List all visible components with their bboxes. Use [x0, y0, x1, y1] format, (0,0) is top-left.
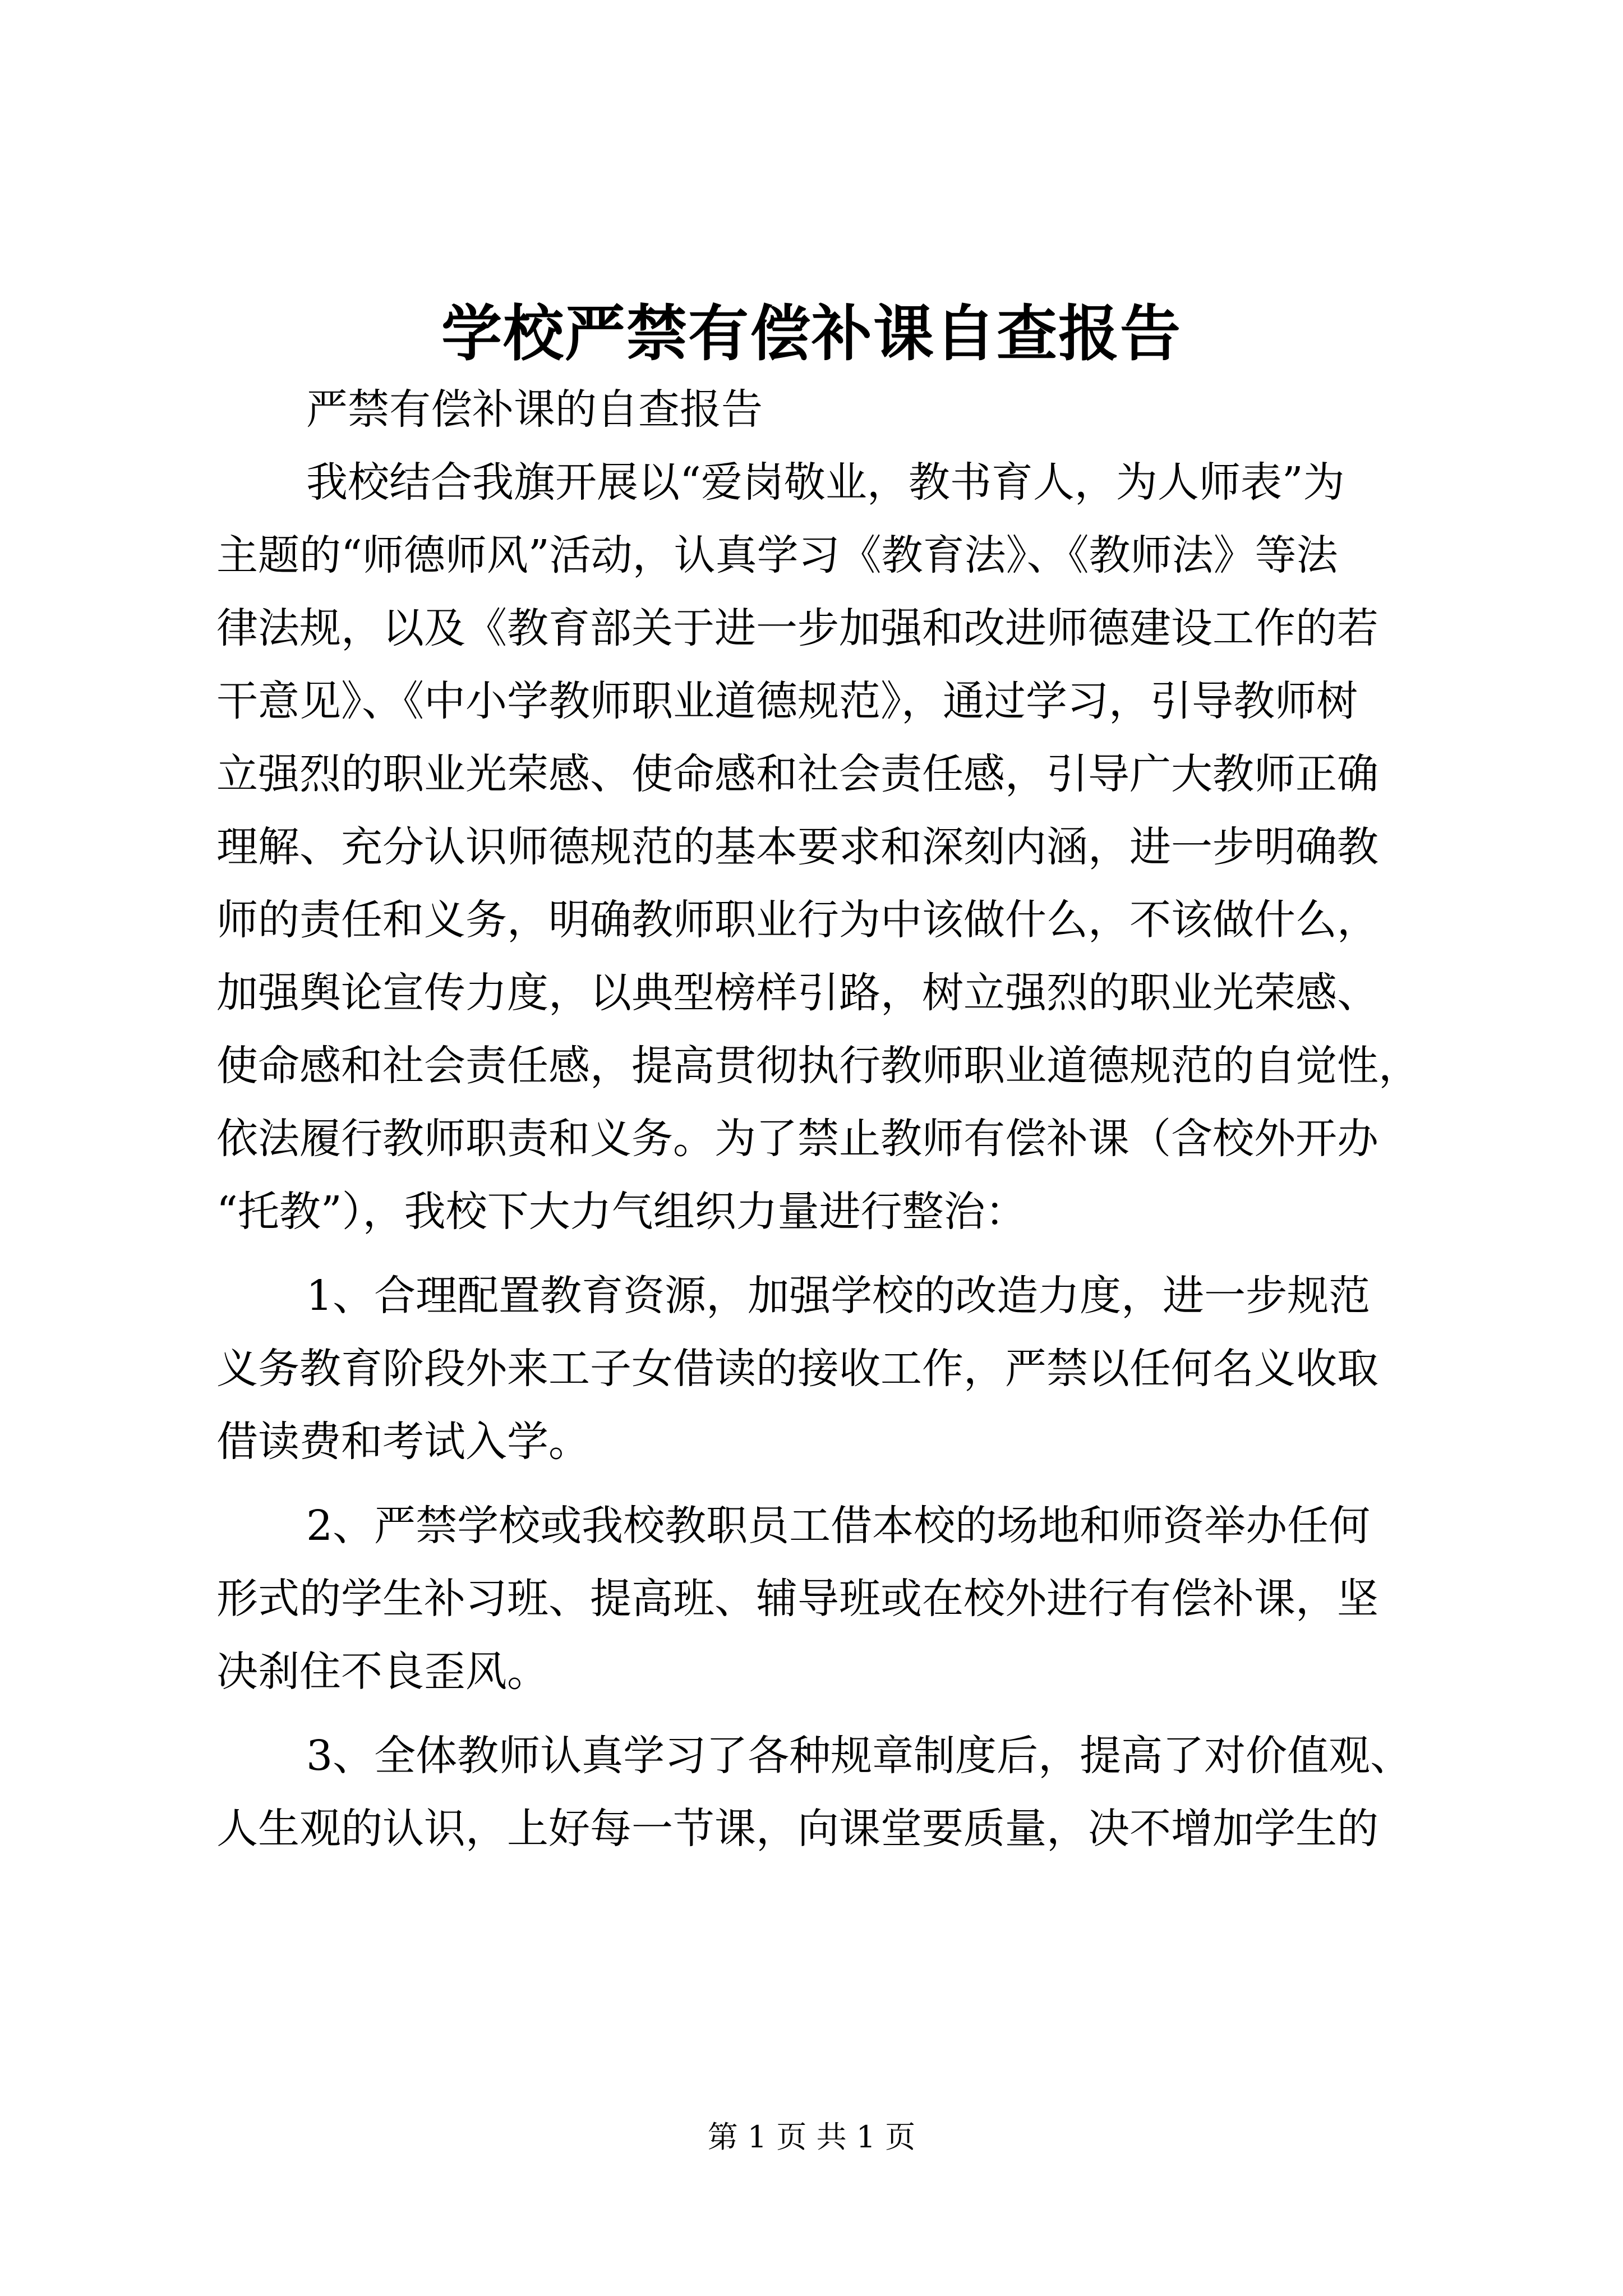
- item-2-line: 决刹住不良歪风。: [216, 1648, 548, 1696]
- paragraph-line: 干意见》、《中小学教师职业道德规范》，通过学习，引导教师树: [216, 677, 1358, 725]
- paragraph-line: 加强舆论宣传力度，以典型榜样引路，树立强烈的职业光荣感、: [216, 969, 1378, 1017]
- item-1-line: 义务教育阶段外来工子女借读的接收工作，严禁以任何名义收取: [216, 1345, 1378, 1393]
- item-2-line: 2、严禁学校或我校教职员工借本校的场地和师资举办任何: [306, 1502, 1371, 1550]
- paragraph-line: 理解、充分认识师德规范的基本要求和深刻内涵，进一步明确教: [216, 823, 1378, 871]
- subtitle: 严禁有偿补课的自查报告: [306, 385, 763, 434]
- paragraph-line: 主题的“师德师风”活动，认真学习《教育法》、《教师法》等法: [216, 531, 1338, 579]
- item-2-line: 形式的学生补习班、提高班、辅导班或在校外进行有偿补课，坚: [216, 1575, 1378, 1623]
- item-1-line: 1、合理配置教育资源，加强学校的改造力度，进一步规范: [306, 1272, 1371, 1320]
- item-3-line: 3、全体教师认真学习了各种规章制度后，提高了对价值观、: [306, 1732, 1412, 1780]
- page-footer: 第 1 页 共 1 页: [707, 2119, 916, 2155]
- paragraph-line: 立强烈的职业光荣感、使命感和社会责任感，引导广大教师正确: [216, 750, 1378, 798]
- item-1-line: 借读费和考试入学。: [216, 1418, 590, 1466]
- paragraph-line: 使命感和社会责任感，提高贯彻执行教师职业道德规范的自觉性，: [216, 1042, 1420, 1090]
- paragraph-line: 我校结合我旗开展以“爱岗敬业，教书育人，为人师表”为: [306, 458, 1345, 507]
- document-title: 学校严禁有偿补课自查报告: [441, 298, 1182, 369]
- item-3-line: 人生观的认识，上好每一节课，向课堂要质量，决不增加学生的: [216, 1805, 1378, 1853]
- paragraph-line: 律法规，以及《教育部关于进一步加强和改进师德建设工作的若: [216, 604, 1378, 652]
- paragraph-line: “托教”），我校下大力气组织力量进行整治：: [216, 1188, 1027, 1236]
- paragraph-line: 依法履行教师职责和义务。为了禁止教师有偿补课（含校外开办: [216, 1115, 1378, 1163]
- paragraph-line: 师的责任和义务，明确教师职业行为中该做什么，不该做什么，: [216, 896, 1378, 944]
